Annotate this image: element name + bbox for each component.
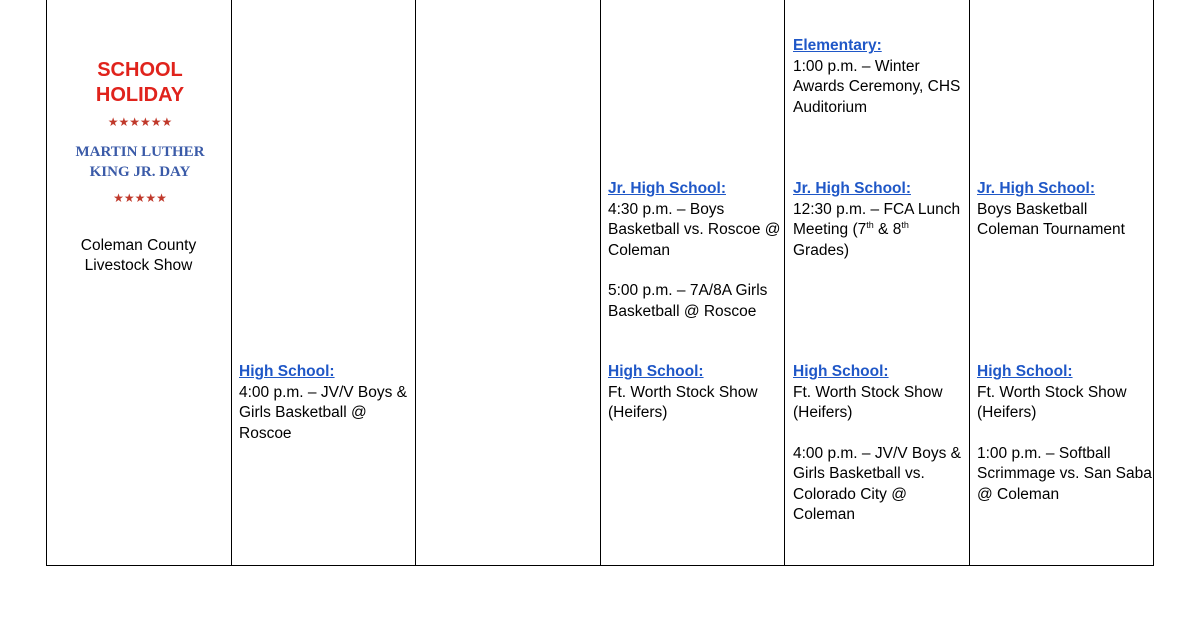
svg-text:★★★★★★: ★★★★★★ xyxy=(107,115,173,129)
high-school-heading: High School: xyxy=(977,363,1073,381)
event-text: 12:30 p.m. – FCA Lunch Meeting (7th & 8th Grades) xyxy=(793,200,961,259)
jr-high-school-heading: Jr. High School: xyxy=(793,180,911,198)
col5-jr-high-block xyxy=(793,159,960,281)
event-text: Boys Basketball Coleman Tournament xyxy=(977,200,1125,239)
event-text: 1:00 p.m. – Winter Awards Ceremony, CHS Auditorium xyxy=(793,57,961,116)
col6-high-school-block xyxy=(977,342,1152,526)
col4-jr-high-block xyxy=(608,159,781,343)
elementary-heading: Elementary: xyxy=(793,37,882,55)
column-divider xyxy=(415,0,416,566)
mlk-logo-line2: KING JR. DAY xyxy=(89,164,191,180)
jr-high-school-heading: Jr. High School: xyxy=(608,180,726,198)
school-holiday-title xyxy=(70,58,210,108)
col2-high-school-block xyxy=(239,342,407,464)
event-text: Ft. Worth Stock Show (Heifers) 4:00 p.m. – JV/V Boys & Girls Basketball vs. Colorado City @ Coleman xyxy=(793,383,961,524)
event-text: 4:30 p.m. – Boys Basketball vs. Roscoe @ Coleman 5:00 p.m. – 7A/8A Girls Basketball @ Roscoe xyxy=(608,200,781,320)
col5-elementary-block xyxy=(793,16,960,138)
col4-high-school-block xyxy=(608,342,758,444)
holiday-title-line1: SCHOOL xyxy=(97,59,183,81)
high-school-heading: High School: xyxy=(793,363,889,381)
mlk-day-logo xyxy=(70,112,210,212)
svg-text:★★★★★: ★★★★★ xyxy=(113,191,167,205)
holiday-title-line2: HOLIDAY xyxy=(95,84,185,106)
mlk-logo-line1: MARTIN LUTHER xyxy=(75,144,205,160)
col5-high-school-block xyxy=(793,342,961,546)
column-divider xyxy=(231,0,232,566)
high-school-heading: High School: xyxy=(239,363,335,381)
column-divider xyxy=(969,0,970,566)
event-text: Ft. Worth Stock Show (Heifers) 1:00 p.m. – Softball Scrimmage vs. San Saba @ Coleman xyxy=(977,383,1152,503)
col6-jr-high-block xyxy=(977,159,1125,261)
jr-high-school-heading: Jr. High School: xyxy=(977,180,1095,198)
event-text: Ft. Worth Stock Show (Heifers) xyxy=(608,383,758,422)
column-divider xyxy=(784,0,785,566)
high-school-heading: High School: xyxy=(608,363,704,381)
event-text: 4:00 p.m. – JV/V Boys & Girls Basketball @ Roscoe xyxy=(239,383,407,442)
livestock-show-note: Coleman County Livestock Show xyxy=(80,237,197,275)
column-divider xyxy=(600,0,601,566)
